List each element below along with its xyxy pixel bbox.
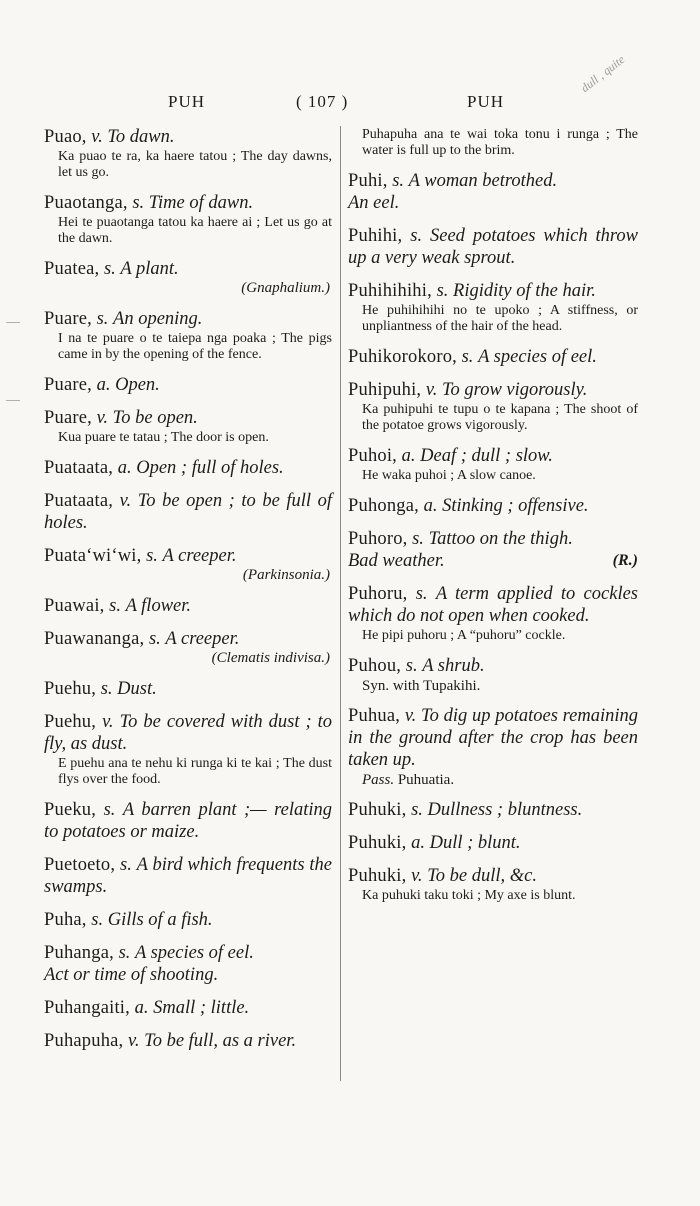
headword: Puawai, xyxy=(44,596,105,616)
headword: Puhuki, xyxy=(348,833,407,853)
headword: Puare, xyxy=(44,408,92,428)
dictionary-entry xyxy=(44,192,332,247)
part-of-speech: a. xyxy=(134,998,149,1018)
definition: A bird which frequents the swamps. xyxy=(44,855,333,897)
entry-headword-line xyxy=(44,854,332,898)
part-of-speech: s. xyxy=(146,546,158,566)
definition: A creeper. xyxy=(165,629,240,649)
dictionary-entry xyxy=(348,655,638,694)
part-of-speech: v. xyxy=(119,491,132,511)
entry-headword-line xyxy=(348,346,638,368)
headword: Puhangaiti, xyxy=(44,998,130,1018)
scientific-name: (Clematis indivisa.) xyxy=(211,650,330,666)
entry-headword-line xyxy=(44,997,332,1019)
headword: Puhi, xyxy=(348,171,388,191)
headword: Puare, xyxy=(44,309,92,329)
entry-headword-line xyxy=(44,192,332,214)
entry-headword-line xyxy=(44,942,332,964)
example-text: I na te puare o te taiepa nga poaka ; The pigs came in by the opening of the fence. xyxy=(58,331,332,362)
dictionary-entry xyxy=(44,678,332,700)
part-of-speech: s. xyxy=(392,171,405,191)
dictionary-entry xyxy=(348,865,638,904)
header-right: PUH xyxy=(467,92,505,111)
headword: Puataata, xyxy=(44,458,114,478)
dictionary-entry xyxy=(44,997,332,1019)
margin-mark xyxy=(6,322,20,323)
definition: Time of dawn. xyxy=(148,193,254,213)
entry-headword-line xyxy=(44,126,332,148)
dictionary-entry xyxy=(44,711,332,788)
part-of-speech: a. xyxy=(96,375,111,395)
headword: Puhonga, xyxy=(348,496,419,516)
entry-headword-line xyxy=(348,799,638,821)
example-text: E puehu ana te nehu ki runga ki te kai ; The dust flys over the food. xyxy=(58,756,332,787)
dictionary-entry xyxy=(44,457,332,479)
part-of-speech: s. xyxy=(412,529,424,549)
example-text: Ka puao te ra, ka haere tatou ; The day dawns, let us go. xyxy=(58,149,332,180)
headword: Puhanga, xyxy=(44,943,114,963)
entry-headword-line xyxy=(44,678,332,700)
definition: Gills of a fish. xyxy=(107,910,213,930)
dictionary-entry xyxy=(348,379,638,434)
entry-headword-line xyxy=(44,909,332,931)
dictionary-entry xyxy=(44,126,332,181)
headword: Puehu, xyxy=(44,712,97,732)
definition: Tattoo on the thigh. xyxy=(428,529,573,549)
definition: Stinking ; offensive. xyxy=(442,496,589,516)
definition: To grow vigorously. xyxy=(441,380,588,400)
part-of-speech: a. xyxy=(411,833,425,853)
definition: To be open ; to be full of holes. xyxy=(44,491,333,533)
dictionary-entry xyxy=(44,854,332,898)
definition: A flower. xyxy=(125,596,192,616)
part-of-speech: s. xyxy=(405,656,418,676)
extra-definition-text: An eel. xyxy=(348,193,400,213)
entry-headword-line xyxy=(44,490,332,534)
example-text: He pipi puhoru ; A “puhoru” cockle. xyxy=(362,628,566,643)
part-of-speech: v. xyxy=(91,127,103,147)
entry-headword-line xyxy=(44,595,332,617)
dictionary-entry xyxy=(348,346,638,368)
example-text: He waka puhoi ; A slow canoe. xyxy=(362,468,536,483)
part-of-speech: a. xyxy=(117,458,132,478)
headword: Puataata, xyxy=(44,491,114,511)
part-of-speech: s. xyxy=(96,309,109,329)
headword: Puhipuhi, xyxy=(348,380,422,400)
part-of-speech: s. xyxy=(103,259,116,279)
part-of-speech: s. xyxy=(103,800,116,820)
headword: Puhihi, xyxy=(348,226,403,246)
definition: Deaf ; dull ; slow. xyxy=(420,446,553,466)
definition: Dullness ; bluntness. xyxy=(427,800,583,820)
entry-headword-line xyxy=(44,258,332,280)
dictionary-entry xyxy=(348,799,638,821)
entry-headword-line xyxy=(348,865,638,887)
definition: To dig up potatoes remaining in the ground after the crop has been taken up. xyxy=(348,706,638,770)
dictionary-entry xyxy=(348,832,638,854)
part-of-speech: s. xyxy=(411,800,423,820)
entry-headword-line xyxy=(348,280,638,302)
headword: Puehu, xyxy=(44,679,97,699)
definition: A term applied to cockles which do not open when cooked. xyxy=(348,584,638,626)
scientific-name: (Parkinsonia.) xyxy=(242,567,330,583)
synonym-note: Syn. with Tupakihi. xyxy=(362,678,481,694)
dictionary-entry xyxy=(44,374,332,396)
part-of-speech: s. xyxy=(132,193,145,213)
part-of-speech: v. xyxy=(128,1031,140,1051)
page-number: ( 107 ) xyxy=(296,92,349,111)
part-of-speech: s. xyxy=(91,910,104,930)
entry-headword-line xyxy=(44,407,332,429)
dictionary-entry xyxy=(44,258,332,297)
extra-definition xyxy=(348,550,638,572)
example-text: Ka puhipuhi te tupu o te kapana ; The shoot of the potatoe grows vigorously. xyxy=(362,402,638,433)
entry-headword-line xyxy=(44,457,332,479)
definition: A creeper. xyxy=(162,546,237,566)
entry-headword-line xyxy=(348,225,638,269)
headword: Puhikorokoro, xyxy=(348,347,457,367)
headword: Puetoeto, xyxy=(44,855,116,875)
entry-headword-line xyxy=(348,379,638,401)
definition: Dull ; blunt. xyxy=(429,833,521,853)
column-divider xyxy=(340,126,341,1081)
dictionary-entry xyxy=(348,495,638,517)
entry-headword-line xyxy=(44,308,332,330)
dictionary-entry xyxy=(348,705,638,788)
dictionary-entry xyxy=(348,280,638,335)
dictionary-entry xyxy=(348,583,638,644)
page-header xyxy=(0,92,700,116)
part-of-speech: a. xyxy=(423,496,438,516)
entry-headword-line xyxy=(348,832,638,854)
entry-headword-line xyxy=(44,711,332,755)
example-text: Puhapuha ana te wai toka tonu i runga ; The water is full up to the brim. xyxy=(362,127,638,158)
dictionary-entry xyxy=(348,225,638,269)
part-of-speech: s. xyxy=(148,629,161,649)
dictionary-entry xyxy=(348,127,638,159)
definition: Dust. xyxy=(117,679,157,699)
passive-label: Pass. xyxy=(362,772,395,788)
headword: Puhoi, xyxy=(348,446,398,466)
entry-headword-line xyxy=(348,655,638,677)
entry-headword-line xyxy=(348,170,638,192)
dictionary-entry xyxy=(44,799,332,843)
definition: Seed potatoes which throw up a very weak sprout. xyxy=(348,226,638,268)
headword: Puhou, xyxy=(348,656,402,676)
dictionary-entry xyxy=(44,628,332,667)
definition: To be covered with dust ; to fly, as dust. xyxy=(44,712,333,754)
region-tag: (R.) xyxy=(612,552,638,569)
part-of-speech: v. xyxy=(102,712,114,732)
part-of-speech: s. xyxy=(415,584,428,604)
definition: To dawn. xyxy=(107,127,175,147)
header-left: PUH xyxy=(168,92,206,111)
entry-headword-line xyxy=(348,445,638,467)
headword: Puawananga, xyxy=(44,629,145,649)
extra-definition xyxy=(44,964,332,986)
definition: A barren plant ;— relating to potatoes or maize. xyxy=(44,800,332,842)
headword: Puha, xyxy=(44,910,87,930)
entry-headword-line xyxy=(348,705,638,771)
definition: Rigidity of the hair. xyxy=(453,281,596,301)
definition: Open. xyxy=(115,375,160,395)
part-of-speech: s. xyxy=(436,281,449,301)
part-of-speech: s. xyxy=(410,226,423,246)
left-column xyxy=(44,126,332,1063)
scientific-name: (Gnaphalium.) xyxy=(241,280,330,296)
part-of-speech: s. xyxy=(120,855,132,875)
extra-definition xyxy=(348,192,638,214)
definition: Small ; little. xyxy=(153,998,250,1018)
headword: Puare, xyxy=(44,375,92,395)
dictionary-entry xyxy=(44,545,332,584)
margin-mark xyxy=(6,400,20,401)
definition: A shrub. xyxy=(422,656,485,676)
part-of-speech: v. xyxy=(411,866,423,886)
definition: To be open. xyxy=(112,408,198,428)
definition: A species of eel. xyxy=(478,347,597,367)
passive-form xyxy=(348,772,638,788)
definition: A species of eel. xyxy=(135,943,254,963)
dictionary-entry xyxy=(44,490,332,534)
example-text: Ka puhuki taku toki ; My axe is blunt. xyxy=(362,888,576,903)
part-of-speech: v. xyxy=(404,706,417,726)
extra-definition-text: Bad weather. xyxy=(348,551,445,571)
headword: Puhoru, xyxy=(348,584,408,604)
extra-definition-text: Act or time of shooting. xyxy=(44,965,219,985)
headword: Puata‘wi‘wi, xyxy=(44,546,142,566)
dictionary-entry xyxy=(348,528,638,572)
entry-headword-line xyxy=(348,583,638,627)
entry-headword-line xyxy=(348,528,638,550)
definition: An opening. xyxy=(113,309,203,329)
headword: Puatea, xyxy=(44,259,100,279)
headword: Puaotanga, xyxy=(44,193,128,213)
passive-word: Puhuatia. xyxy=(397,772,455,788)
definition: A plant. xyxy=(120,259,179,279)
definition: To be dull, &c. xyxy=(427,866,537,886)
part-of-speech: s. xyxy=(109,596,121,616)
dictionary-entry xyxy=(348,445,638,484)
example-text: He puhihihihi no te upoko ; A stiffness, or unpliantness of the hair of the head. xyxy=(362,303,638,334)
entry-headword-line xyxy=(348,495,638,517)
headword: Puhua, xyxy=(348,706,401,726)
part-of-speech: v. xyxy=(96,408,109,428)
right-column xyxy=(348,126,638,915)
part-of-speech: s. xyxy=(461,347,474,367)
headword: Puhoro, xyxy=(348,529,408,549)
headword: Puao, xyxy=(44,127,87,147)
dictionary-entry xyxy=(44,308,332,363)
headword: Pueku, xyxy=(44,800,97,820)
headword: Puhapuha, xyxy=(44,1031,124,1051)
dictionary-entry xyxy=(44,909,332,931)
part-of-speech: a. xyxy=(401,446,416,466)
example-text: Hei te puaotanga tatou ka haere ai ; Let us go at the dawn. xyxy=(58,215,332,246)
entry-headword-line xyxy=(44,545,332,567)
part-of-speech: s. xyxy=(100,679,113,699)
dictionary-entry xyxy=(44,1030,332,1052)
dictionary-entry xyxy=(44,407,332,446)
definition: A woman betrothed. xyxy=(408,171,558,191)
example-text: Kua puare te tatau ; The door is open. xyxy=(58,430,269,445)
part-of-speech: s. xyxy=(118,943,131,963)
entry-headword-line xyxy=(44,374,332,396)
headword: Puhuki, xyxy=(348,866,407,886)
entry-headword-line xyxy=(44,799,332,843)
dictionary-entry xyxy=(348,170,638,214)
definition: To be full, as a river. xyxy=(144,1031,297,1051)
part-of-speech: v. xyxy=(425,380,438,400)
dictionary-entry xyxy=(44,942,332,986)
headword: Puhihihihi, xyxy=(348,281,432,301)
entry-headword-line xyxy=(44,1030,332,1052)
handwritten-annotation: dull , quite xyxy=(578,52,628,96)
definition: Open ; full of holes. xyxy=(136,458,284,478)
dictionary-entry xyxy=(44,595,332,617)
entry-headword-line xyxy=(44,628,332,650)
headword: Puhuki, xyxy=(348,800,407,820)
